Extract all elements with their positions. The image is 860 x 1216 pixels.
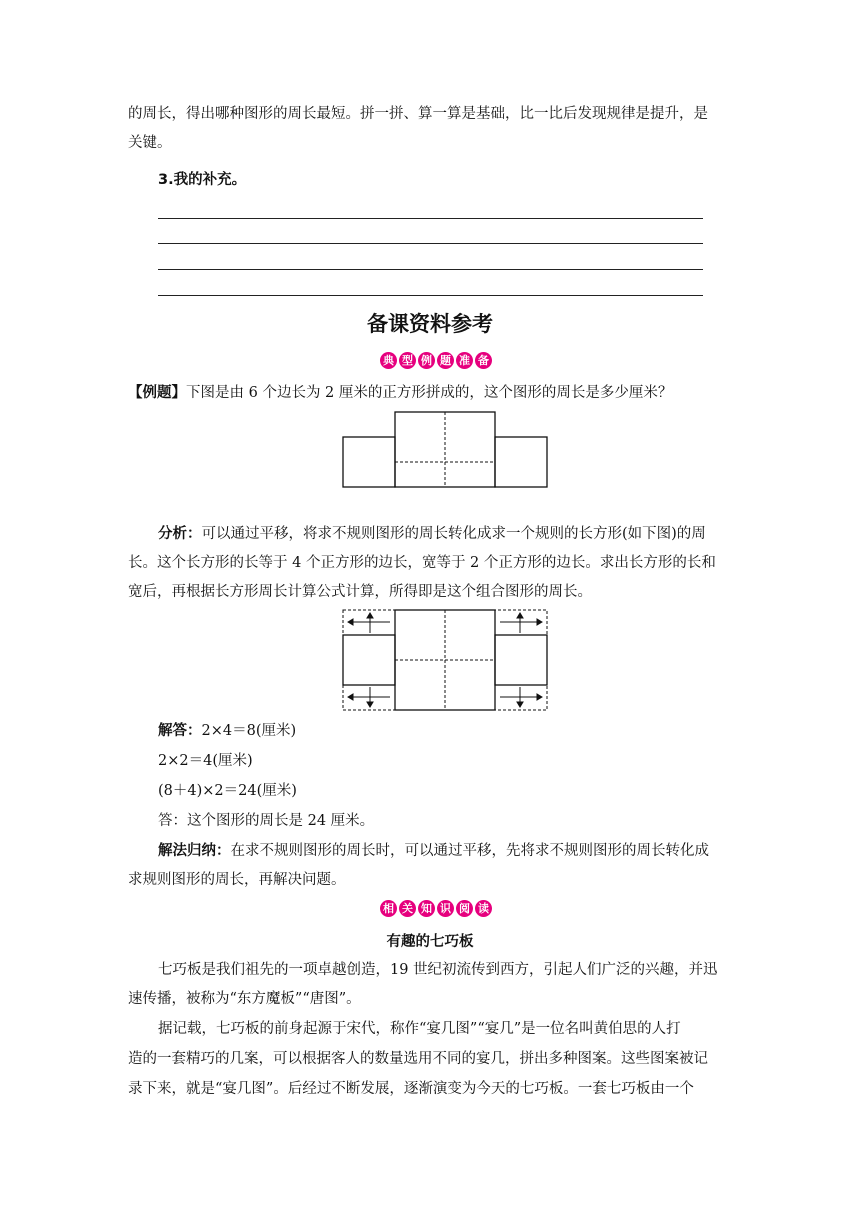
badge-char: 识 [437,900,454,917]
badge-char: 型 [399,352,416,369]
badge-char: 相 [380,900,397,917]
analysis-text: 可以通过平移，将求不规则图形的周长转化成求一个规则的长方形(如下图)的周 [201,526,706,542]
example-text: 下图是由 6 个边长为 2 厘米的正方形拼成的，这个图形的周长是多少厘米？ [186,385,673,401]
solution-label: 解答： [158,723,202,739]
reading-title: 有趣的七巧板 [386,934,474,950]
reading-line: 七巧板是我们祖先的一项卓越创造，19 世纪初流传到西方，引起人们广泛的兴趣，并迅 [158,962,718,978]
blank-line [158,295,703,296]
reading-line: 造的一套精巧的几案，可以根据客人的数量选用不同的宴几，拼出多种图案。这些图案被记 [128,1051,708,1067]
solution-line [158,721,778,741]
analysis-line: 宽后，再根据长方形周长计算公式计算，所得即是这个组合图形的周长。 [128,584,592,600]
example-label: 【例题】 [128,385,186,401]
badge-related-reading [380,900,492,917]
solution-step: (8＋4)×2＝24(厘米) [158,783,297,799]
badge-example-prep [380,352,492,369]
figure-cross-shape [340,410,550,490]
right-square [495,437,547,487]
badge-char: 关 [399,900,416,917]
badge-char: 准 [456,352,473,369]
reading-line: 录下来，就是“宴几图”。后经过不断发展，逐渐演变为今天的七巧板。一套七巧板由一个 [128,1081,694,1097]
supplement-heading: 3.我的补充。 [158,172,247,188]
method-text: 在求不规则图形的周长时，可以通过平移，先将求不规则图形的周长转化成 [230,843,709,859]
badge-char: 备 [475,352,492,369]
badge-char: 知 [418,900,435,917]
badge-char: 例 [418,352,435,369]
solution-answer: 答：这个图形的周长是 24 厘米。 [158,813,375,829]
solution-step: 2×2＝4(厘米) [158,753,253,769]
badge-char: 阅 [456,900,473,917]
paragraph-line: 的周长，得出哪种图形的周长最短。拼一拼、算一算是基础，比一比后发现规律是提升，是 [128,106,708,122]
paragraph-line: 关键。 [128,135,172,151]
analysis-line: 长。这个长方形的长等于 4 个正方形的边长，宽等于 2 个正方形的边长。求出长方形的长和 [128,555,716,571]
right-square [495,635,547,685]
reading-line: 据记载，七巧板的前身起源于宋代，称作“宴几图”“宴几”是一位名叫黄伯思的人打 [158,1021,681,1037]
figure-translated-rectangle [340,608,550,714]
left-square [343,635,395,685]
blank-line [158,269,703,270]
left-square [343,437,395,487]
blank-line [158,218,703,219]
method-line [158,841,778,861]
method-line: 求规则图形的周长，再解决问题。 [128,872,346,888]
solution-step: 2×4＝8(厘米) [201,723,297,739]
example-line [128,383,748,403]
section-title: 备课资料参考 [367,312,493,336]
badge-char: 题 [437,352,454,369]
analysis-line [158,524,778,544]
analysis-label: 分析： [158,526,202,542]
blank-line [158,243,703,244]
badge-char: 典 [380,352,397,369]
badge-char: 读 [475,900,492,917]
method-label: 解法归纳： [158,843,231,859]
reading-line: 速传播，被称为“东方魔板”“唐图”。 [128,991,361,1007]
